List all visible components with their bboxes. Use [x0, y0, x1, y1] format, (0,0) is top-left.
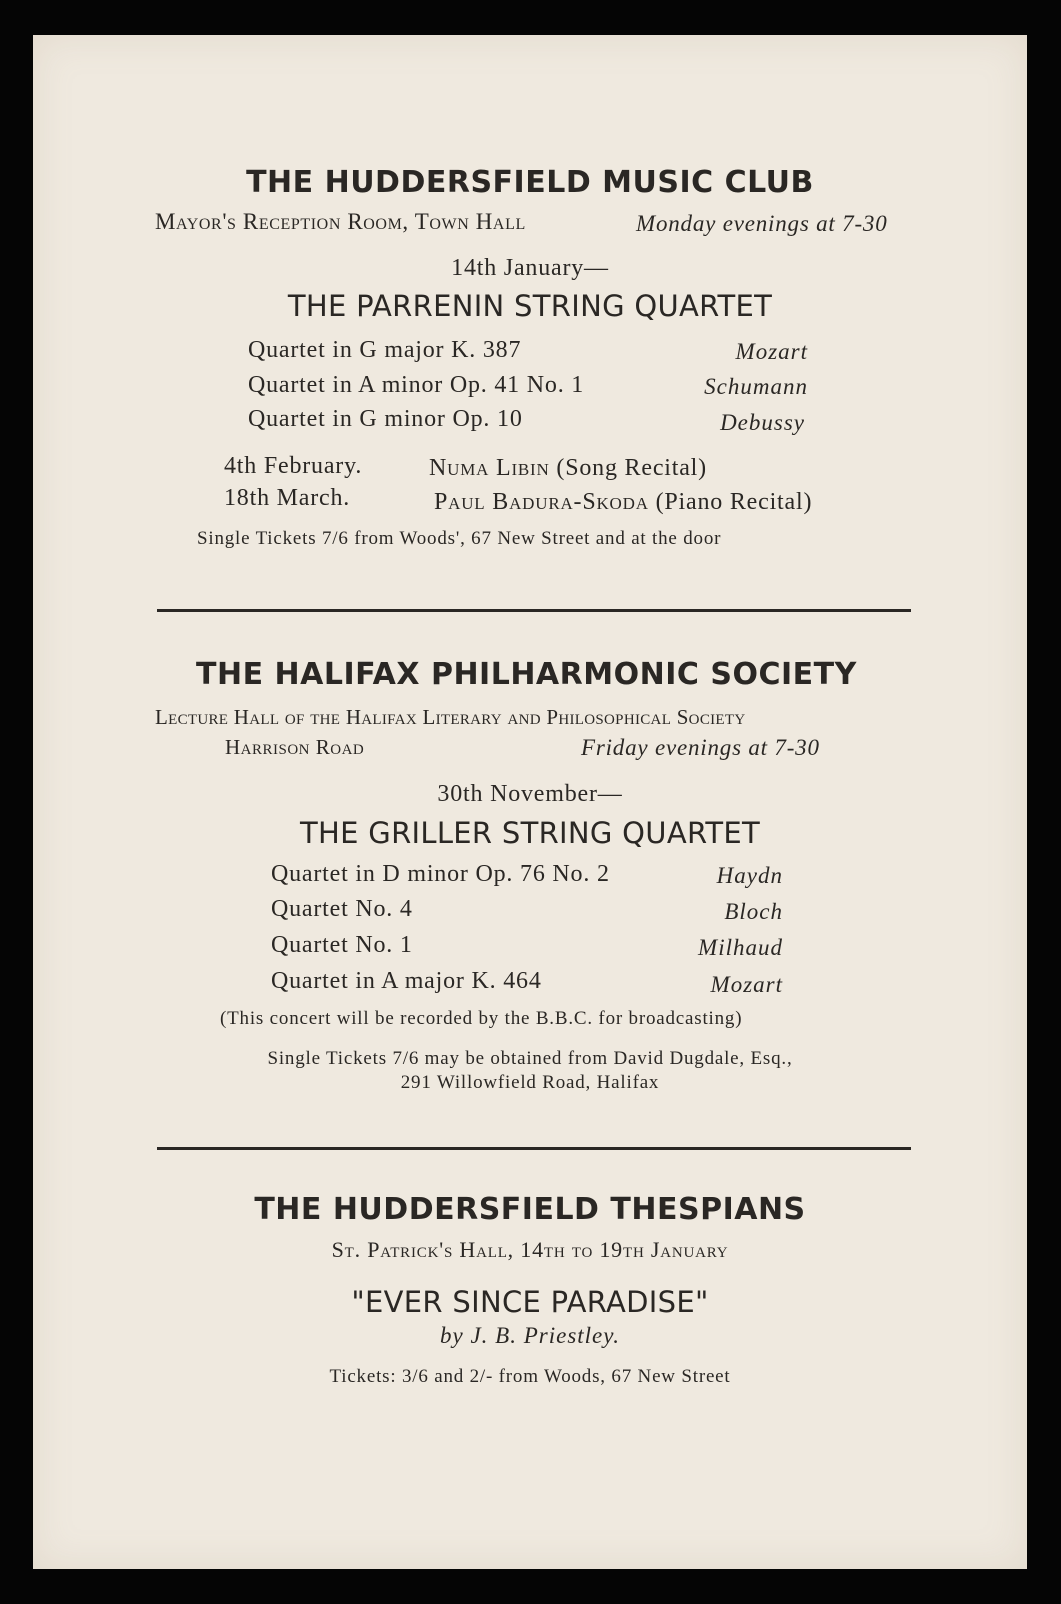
program-composer: Mozart: [710, 972, 783, 997]
event-type: (Piano Recital): [655, 489, 813, 515]
program-composer: Schumann: [704, 374, 808, 399]
venue-dates: St. Patrick's Hall, 14th to 19th January: [331, 1237, 729, 1262]
event-date: 18th March.: [224, 485, 351, 511]
concert-date: 30th November—: [437, 781, 623, 807]
program-composer: Milhaud: [698, 935, 783, 960]
schedule-time: Monday evenings at 7-30: [636, 211, 888, 236]
broadcast-note: (This concert will be recorded by the B.B.C. for broadcasting): [220, 1008, 743, 1029]
ensemble-name: THE GRILLER STRING QUARTET: [300, 816, 760, 850]
program-work: Quartet in G major K. 387: [248, 337, 522, 363]
venue: Lecture Hall of the Halifax Literary and Philosophical Society: [155, 705, 746, 729]
ticket-info: Single Tickets 7/6 from Woods', 67 New Street and at the door: [197, 528, 722, 549]
section-divider: [157, 609, 911, 612]
program-composer: Bloch: [724, 899, 783, 924]
ensemble-name: THE PARRENIN STRING QUARTET: [287, 289, 773, 323]
program-work: Quartet in A major K. 464: [271, 968, 542, 994]
section-title: THE HALIFAX PHILHARMONIC SOCIETY: [196, 657, 857, 692]
program-work: Quartet No. 4: [271, 896, 413, 922]
program-work: Quartet in D minor Op. 76 No. 2: [271, 861, 610, 887]
event-performer: Paul Badura-Skoda: [434, 489, 649, 515]
venue-street: Harrison Road: [225, 735, 365, 759]
program-composer: Mozart: [735, 339, 808, 364]
ticket-info: Single Tickets 7/6 may be obtained from David Dugdale, Esq.,: [267, 1048, 793, 1069]
play-title: "EVER SINCE PARADISE": [351, 1285, 709, 1319]
event-type: (Song Recital): [556, 455, 707, 481]
program-work: Quartet No. 1: [271, 932, 413, 958]
program-work: Quartet in G minor Op. 10: [248, 406, 523, 432]
event-date: 4th February.: [224, 453, 363, 479]
section-title: THE HUDDERSFIELD MUSIC CLUB: [246, 165, 814, 200]
program-composer: Debussy: [720, 410, 805, 435]
ticket-address: 291 Willowfield Road, Halifax: [400, 1072, 660, 1093]
section-divider: [157, 1147, 911, 1150]
section-title: THE HUDDERSFIELD THESPIANS: [254, 1192, 806, 1227]
schedule-time: Friday evenings at 7-30: [581, 735, 820, 760]
play-author: by J. B. Priestley.: [440, 1323, 620, 1348]
programme-page: [33, 35, 1027, 1569]
program-composer: Haydn: [716, 863, 783, 888]
event-performer: Numa Libin: [429, 455, 550, 481]
venue: Mayor's Reception Room, Town Hall: [155, 209, 526, 234]
event-item: [434, 489, 812, 516]
event-item: [429, 455, 707, 482]
ticket-info: Tickets: 3/6 and 2/- from Woods, 67 New Street: [329, 1366, 731, 1387]
program-work: Quartet in A minor Op. 41 No. 1: [248, 372, 585, 398]
concert-date: 14th January—: [451, 255, 609, 281]
